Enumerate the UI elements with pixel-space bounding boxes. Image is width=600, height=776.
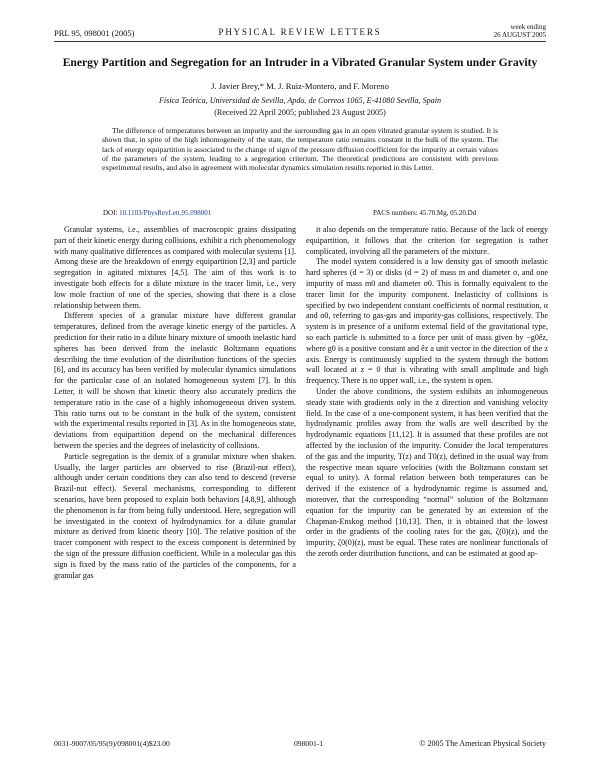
paragraph: it also depends on the temperature ratio. Because of the lack of energy equipartition, it follows that the criterion for segregation is rather complicated, involving all the parameters of the mixture. — [306, 225, 548, 256]
affiliation: Física Teórica, Universidad de Sevilla, Apdo. de Correos 1065, E-41080 Sevilla, Spain — [158, 96, 442, 105]
paragraph: Different species of a granular mixture have different granular temperatures, defined from the average kinetic energy of the particles. A prediction for their ratio in a dilute binary mixture of smooth inelastic hard spheres has been derived from the inelastic Boltzmann equations describing the time evolution of the distribution functions of the species [6], and its accuracy has been verified by molecular dynamics simulations for the particular case of an isolated homogeneous system [7]. In this Letter, it will be shown that kinetic theory also accurately predicts the temperature ratio in the case of a highly inhomogeneous driven system. This ratio turns out to be constant in the bulk of the system, consistent with the experimental results reported in [3]. As in the homogeneous state, deviations from equipartition depend on the mechanical differences between the species and the degrees of inelasticity of collisions. — [54, 311, 296, 450]
week-date: 26 AUGUST 2005 — [493, 31, 546, 39]
doi-link[interactable]: 10.1103/PhysRevLett.95.098001 — [119, 209, 212, 217]
journal-reference: PRL 95, 098001 (2005) — [54, 28, 135, 38]
left-column — [54, 225, 296, 581]
paragraph: Under the above conditions, the system exhibits an inhomogeneous steady state with gradients only in the z direction and vanishing velocity field. In the case of a one-component system, it has been verified that the hydrodynamic profiles away from the walls are well described by the hydrodynamic equations [11,12]. It is assumed that these profiles are not affected by the inclusion of the impurity. Consider the local temperatures of the gas and the impurity, T(z) and T0(z), defined in the usual way from the respective mean square velocities (with the Boltzmann constant set equal to unity). A formal relation between both temperatures can be derived if the existence of a hydrodynamic regime is assumed and, moreover, that the corresponding “normal” solution of the Boltzmann equation for the impurity can be generated by an extension of the Chapman-Enskog method [10,13]. Then, it is obtained that the lowest order in the gradients of the cooling rates for the gas, ζ(0)(z), and the impurity, ζ0(0)(z), must be equal. These rates are nonlinear functionals of the zeroth order distribution functions, and can be estimated at good ap- — [306, 386, 548, 558]
page-number: 098001-1 — [294, 739, 324, 748]
doi-line — [103, 209, 211, 217]
page-footer — [54, 739, 546, 751]
abstract: The difference of temperatures between an impurity and the surrounding gas in an open vibrated granular system is studied. It is shown that, in spite of the high inhomogeneity of the state, the temperature ratio remains constant in the bulk of the system. The lack of energy equipartition is associated to the change of sign of the pressure diffusion coefficient for the impurity at certain values of the parameters of the system, leading to a segregation criterium. The theoretical predictions are consistent with previous experimental results, and also in agreement with molecular dynamics simulation results reported in this Letter. — [102, 126, 498, 173]
pacs-numbers: PACS numbers: 45.70.Mg, 05.20.Dd — [373, 209, 477, 217]
footer-code: 0031-9007/05/95(9)/098001(4)$23.00 — [54, 739, 170, 748]
week-label: week ending — [510, 23, 546, 31]
paragraph: The model system considered is a low density gas of smooth inelastic hard spheres (d = 3) or disks (d = 2) of mass m and diameter σ, and one impurity of mass m0 and diameter σ0. This is formally equivalent to the tracer limit for the impurity component. Inelasticity of collisions is specified by two independent constant coefficients of normal restitution, α and α0, referring to gas-gas and impurity-gas collisions, respectively. The system is in presence of a uniform external field of the gravitational type, so each particle is submitted to a force per unit of mass given by −g0êz, where g0 is a positive constant and êz a unit vector in the direction of the z axis. Energy is continuously supplied to the system through the bottom wall located at z = 0 that is vibrating with small amplitude and high frequency. There is no upper wall, i.e., the system is open. — [306, 257, 548, 386]
paragraph: Granular systems, i.e., assemblies of macroscopic grains dissipating part of their kinetic energy during collisions, exhibit a rich phenomenology with many qualitative differences as compared with molecular systems [1]. Among these are the breakdown of energy equipartition [2,3] and particle segregation in agitated mixtures [4,5]. The aim of this work is to investigate both effects for a dilute mixture in the tracer limit, i.e., very low mole fraction of one of the species, showing that there is a close relationship between them. — [54, 225, 296, 310]
authors: J. Javier Brey,* M. J. Ruiz-Montero, and F. Moreno — [211, 81, 389, 91]
copyright: © 2005 The American Physical Society — [419, 739, 546, 748]
doi-label: DOI: — [103, 209, 118, 217]
header-rule — [54, 41, 546, 42]
received-dates: (Received 22 April 2005; published 23 August 2005) — [214, 108, 386, 117]
right-column — [306, 225, 548, 560]
paper-title: Energy Partition and Segregation for an Intruder in a Vibrated Granular System under Gravity — [62, 56, 538, 69]
paragraph: Particle segregation is the demix of a granular mixture when shaken. Usually, the larger particles are observed to rise (Brazil-nut effect), although under certain conditions they can also tend to descend (reverse Brazil-nut effect). Several mechanisms, corresponding to different scenarios, have been proposed to explain both behaviors [4,8,9], although the phenomenon is far from being fully understood. Here, segregation will be investigated in the context of hydrodynamics for a dilute granular mixture as derived from kinetic theory [10]. The relative position of the tracer component with respect to the excess component is determined by the sign of the pressure diffusion coefficient. While in a molecular gas this sign is fixed by the mass ratio of the particles of the components, for a granular gas — [54, 451, 296, 580]
issue-date — [494, 23, 546, 39]
running-header — [54, 23, 546, 42]
journal-name: PHYSICAL REVIEW LETTERS — [218, 27, 382, 37]
